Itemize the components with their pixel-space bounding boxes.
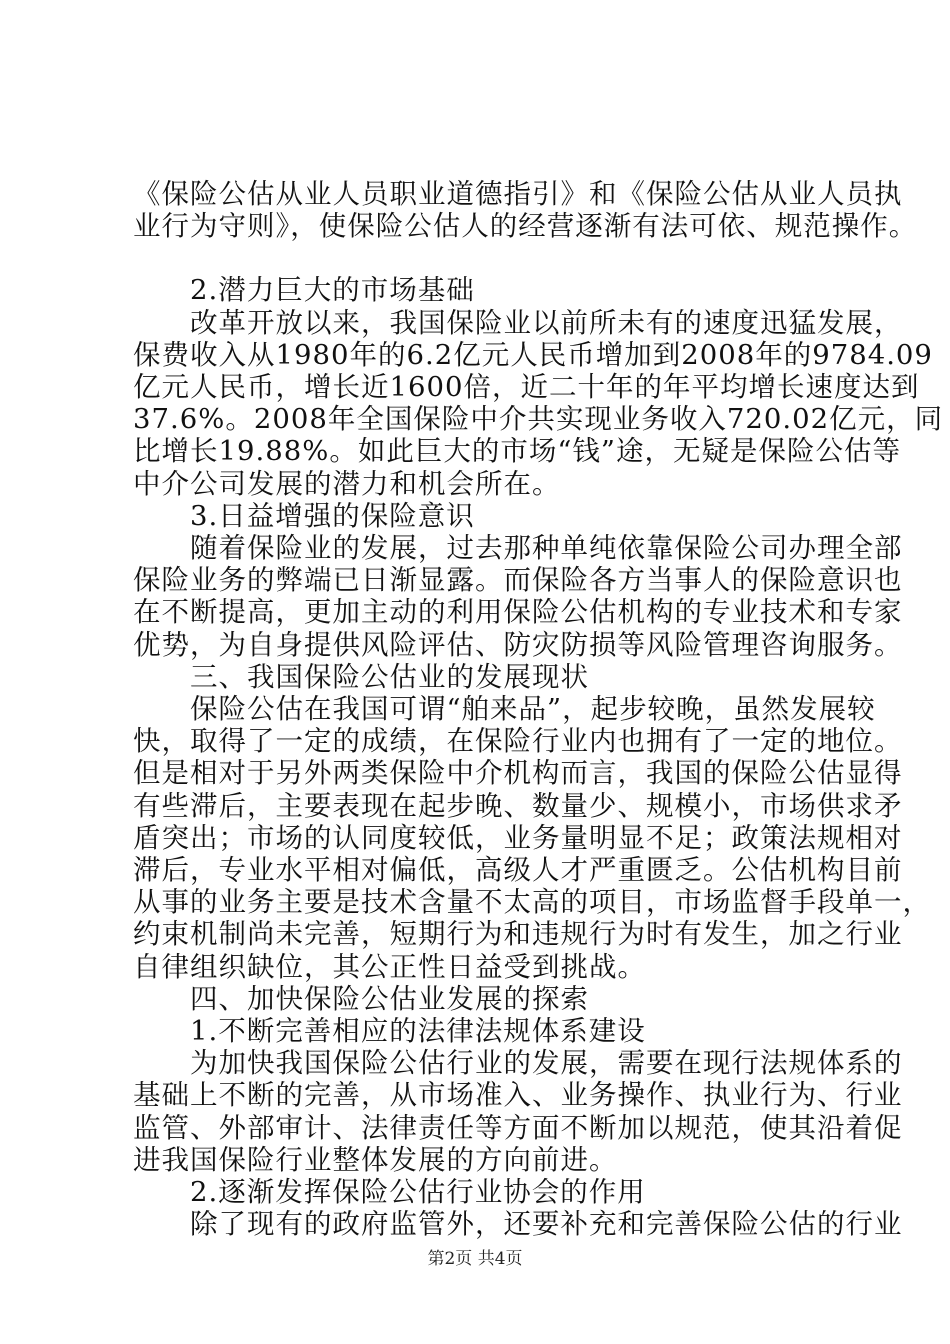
text-line: 《保险公估从业人员职业道德指引》和《保险公估从业人员执 bbox=[133, 178, 903, 210]
text-line: 从事的业务主要是技术含量不太高的项目，市场监督手段单一， bbox=[133, 886, 931, 919]
text-line: 保险业务的弊端已日渐显露。而保险各方当事人的保险意识也 bbox=[133, 564, 903, 597]
text-line: 监管、外部审计、法律责任等方面不断加以规范，使其沿着促 bbox=[133, 1111, 903, 1144]
text-line: 自律组织缺位，其公正性日益受到挑战。 bbox=[133, 950, 646, 983]
text-line: 改革开放以来，我国保险业以前所未有的速度迅猛发展， bbox=[133, 306, 903, 339]
text-line: 基础上不断的完善，从市场准入、业务操作、执业行为、行业 bbox=[133, 1079, 903, 1112]
section-heading: 四、加快保险公估业发展的探索 bbox=[133, 982, 589, 1015]
text-line: 保险公估在我国可谓“舶来品”，起步较晚，虽然发展较 bbox=[133, 693, 876, 726]
section-heading: 1.不断完善相应的法律法规体系建设 bbox=[133, 1015, 646, 1048]
text-line: 37.6%。2008年全国保险中介共实现业务收入720.02亿元，同 bbox=[133, 403, 944, 436]
text-line: 保费收入从1980年的6.2亿元人民币增加到2008年的9784.09 bbox=[133, 338, 933, 371]
text-line: 除了现有的政府监管外，还要补充和完善保险公估的行业 bbox=[133, 1208, 903, 1241]
section-heading: 2.潜力巨大的市场基础 bbox=[133, 274, 475, 307]
text-line: 亿元人民币，增长近1600倍，近二十年的年平均增长速度达到 bbox=[133, 371, 920, 404]
page-footer: 第2页 共4页 bbox=[427, 1249, 523, 1269]
text-line: 中介公司发展的潜力和机会所在。 bbox=[133, 467, 561, 500]
text-line: 约束机制尚未完善，短期行为和违规行为时有发生，加之行业 bbox=[133, 918, 903, 951]
text-line: 比增长19.88%。如此巨大的市场“钱”途，无疑是保险公估等 bbox=[133, 435, 901, 468]
section-heading: 3.日益增强的保险意识 bbox=[133, 499, 475, 532]
text-line: 优势，为自身提供风险评估、防灾防损等风险管理咨询服务。 bbox=[133, 628, 903, 661]
text-line: 在不断提高，更加主动的利用保险公估机构的专业技术和专家 bbox=[133, 596, 903, 629]
text-line: 随着保险业的发展，过去那种单纯依靠保险公司办理全部 bbox=[133, 532, 903, 565]
text-line: 快，取得了一定的成绩，在保险行业内也拥有了一定的地位。 bbox=[133, 725, 903, 758]
document-body bbox=[133, 178, 944, 1241]
text-line: 进我国保险行业整体发展的方向前进。 bbox=[133, 1143, 618, 1176]
text-line: 为加快我国保险公估行业的发展，需要在现行法规体系的 bbox=[133, 1047, 903, 1080]
text-line: 盾突出；市场的认同度较低，业务量明显不足；政策法规相对 bbox=[133, 821, 903, 854]
text-line: 滞后，专业水平相对偏低，高级人才严重匮乏。公估机构目前 bbox=[133, 854, 903, 887]
text-line: 业行为守则》，使保险公估人的经营逐渐有法可依、规范操作。 bbox=[133, 210, 918, 243]
section-heading: 2.逐渐发挥保险公估行业协会的作用 bbox=[133, 1176, 646, 1209]
section-heading: 三、我国保险公估业的发展现状 bbox=[133, 660, 589, 693]
text-line: 有些滞后，主要表现在起步晚、数量少、规模小，市场供求矛 bbox=[133, 789, 903, 822]
text-line: 但是相对于另外两类保险中介机构而言，我国的保险公估显得 bbox=[133, 757, 903, 790]
